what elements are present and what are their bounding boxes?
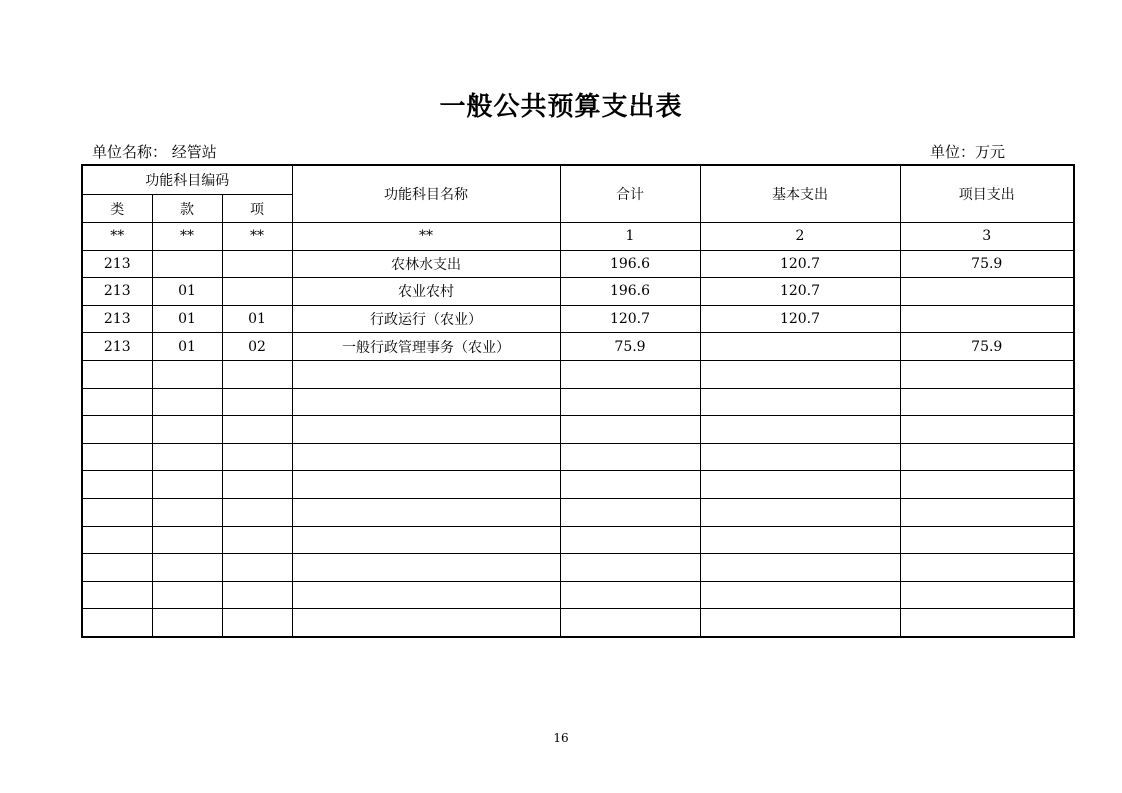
empty-cell xyxy=(82,471,152,499)
cell-xiang: 02 xyxy=(222,333,292,361)
header-xiang: 项 xyxy=(222,195,292,223)
empty-cell xyxy=(700,581,900,609)
empty-cell xyxy=(82,443,152,471)
empty-row xyxy=(82,554,1074,582)
empty-cell xyxy=(292,526,560,554)
empty-row xyxy=(82,498,1074,526)
empty-cell xyxy=(560,581,700,609)
empty-cell xyxy=(560,554,700,582)
empty-cell xyxy=(560,416,700,444)
empty-cell xyxy=(900,554,1074,582)
empty-cell xyxy=(152,581,222,609)
index-total: 1 xyxy=(560,223,700,251)
cell-name: 行政运行（农业） xyxy=(292,305,560,333)
empty-cell xyxy=(152,609,222,637)
cell-project: 75.9 xyxy=(900,333,1074,361)
empty-cell xyxy=(82,526,152,554)
empty-cell xyxy=(82,581,152,609)
page-title: 一般公共预算支出表 xyxy=(439,92,683,122)
empty-cell xyxy=(222,443,292,471)
cell-total: 120.7 xyxy=(560,305,700,333)
empty-cell xyxy=(292,609,560,637)
empty-cell xyxy=(82,388,152,416)
budget-expenditure-table xyxy=(81,164,1075,638)
index-row xyxy=(82,223,1074,251)
empty-row xyxy=(82,443,1074,471)
header-project: 项目支出 xyxy=(900,165,1074,223)
cell-name: 农林水支出 xyxy=(292,250,560,278)
empty-cell xyxy=(222,388,292,416)
cell-kuan: 01 xyxy=(152,333,222,361)
header-total: 合计 xyxy=(560,165,700,223)
empty-cell xyxy=(292,388,560,416)
empty-cell xyxy=(900,471,1074,499)
empty-cell xyxy=(292,554,560,582)
cell-basic: 120.7 xyxy=(700,278,900,306)
empty-cell xyxy=(152,388,222,416)
empty-cell xyxy=(900,526,1074,554)
empty-cell xyxy=(82,498,152,526)
empty-cell xyxy=(222,609,292,637)
index-kuan: ** xyxy=(152,223,222,251)
cell-project: 75.9 xyxy=(900,250,1074,278)
empty-cell xyxy=(560,498,700,526)
cell-lei: 213 xyxy=(82,278,152,306)
unit-label: 单位：万元 xyxy=(930,143,1006,161)
empty-cell xyxy=(900,581,1074,609)
cell-lei: 213 xyxy=(82,333,152,361)
empty-cell xyxy=(222,498,292,526)
empty-row xyxy=(82,471,1074,499)
header-name: 功能科目名称 xyxy=(292,165,560,223)
table-row xyxy=(82,250,1074,278)
empty-cell xyxy=(700,526,900,554)
index-name: ** xyxy=(292,223,560,251)
table-body xyxy=(82,165,1074,637)
empty-cell xyxy=(222,581,292,609)
cell-kuan: 01 xyxy=(152,278,222,306)
empty-cell xyxy=(560,360,700,388)
empty-cell xyxy=(222,471,292,499)
index-xiang: ** xyxy=(222,223,292,251)
empty-cell xyxy=(560,471,700,499)
index-basic: 2 xyxy=(700,223,900,251)
empty-cell xyxy=(560,388,700,416)
empty-row xyxy=(82,388,1074,416)
page-number: 16 xyxy=(553,731,569,745)
empty-cell xyxy=(222,360,292,388)
empty-cell xyxy=(700,416,900,444)
empty-cell xyxy=(900,443,1074,471)
empty-cell xyxy=(700,554,900,582)
index-lei: ** xyxy=(82,223,152,251)
cell-name: 农业农村 xyxy=(292,278,560,306)
empty-cell xyxy=(900,388,1074,416)
empty-cell xyxy=(700,609,900,637)
unit-name-label: 单位名称： 经管站 xyxy=(92,143,217,161)
empty-cell xyxy=(152,360,222,388)
cell-project xyxy=(900,278,1074,306)
empty-cell xyxy=(900,416,1074,444)
header-row xyxy=(82,165,1074,195)
cell-basic xyxy=(700,333,900,361)
empty-cell xyxy=(700,471,900,499)
empty-row xyxy=(82,581,1074,609)
cell-xiang xyxy=(222,250,292,278)
cell-kuan: 01 xyxy=(152,305,222,333)
cell-total: 196.6 xyxy=(560,278,700,306)
empty-cell xyxy=(82,416,152,444)
empty-cell xyxy=(222,526,292,554)
empty-cell xyxy=(292,416,560,444)
empty-cell xyxy=(292,581,560,609)
empty-cell xyxy=(152,498,222,526)
empty-cell xyxy=(900,498,1074,526)
header-basic: 基本支出 xyxy=(700,165,900,223)
cell-total: 75.9 xyxy=(560,333,700,361)
empty-cell xyxy=(82,609,152,637)
table-row xyxy=(82,305,1074,333)
empty-row xyxy=(82,416,1074,444)
cell-lei: 213 xyxy=(82,250,152,278)
empty-cell xyxy=(700,360,900,388)
empty-cell xyxy=(700,498,900,526)
cell-xiang: 01 xyxy=(222,305,292,333)
cell-basic: 120.7 xyxy=(700,250,900,278)
cell-kuan xyxy=(152,250,222,278)
cell-basic: 120.7 xyxy=(700,305,900,333)
empty-cell xyxy=(222,416,292,444)
empty-cell xyxy=(152,554,222,582)
empty-cell xyxy=(900,360,1074,388)
empty-cell xyxy=(152,416,222,444)
table-row xyxy=(82,278,1074,306)
header-code-group: 功能科目编码 xyxy=(82,165,292,195)
empty-row xyxy=(82,526,1074,554)
empty-cell xyxy=(560,609,700,637)
empty-cell xyxy=(292,471,560,499)
empty-cell xyxy=(560,443,700,471)
empty-row xyxy=(82,360,1074,388)
cell-total: 196.6 xyxy=(560,250,700,278)
header-kuan: 款 xyxy=(152,195,222,223)
cell-lei: 213 xyxy=(82,305,152,333)
empty-cell xyxy=(152,471,222,499)
empty-row xyxy=(82,609,1074,637)
header-lei: 类 xyxy=(82,195,152,223)
cell-name: 一般行政管理事务（农业） xyxy=(292,333,560,361)
empty-cell xyxy=(292,443,560,471)
empty-cell xyxy=(222,554,292,582)
empty-cell xyxy=(900,609,1074,637)
cell-xiang xyxy=(222,278,292,306)
empty-cell xyxy=(292,498,560,526)
empty-cell xyxy=(82,360,152,388)
table-row xyxy=(82,333,1074,361)
empty-cell xyxy=(700,443,900,471)
empty-cell xyxy=(152,526,222,554)
empty-cell xyxy=(292,360,560,388)
empty-cell xyxy=(152,443,222,471)
cell-project xyxy=(900,305,1074,333)
empty-cell xyxy=(560,526,700,554)
empty-cell xyxy=(82,554,152,582)
empty-cell xyxy=(700,388,900,416)
index-project: 3 xyxy=(900,223,1074,251)
